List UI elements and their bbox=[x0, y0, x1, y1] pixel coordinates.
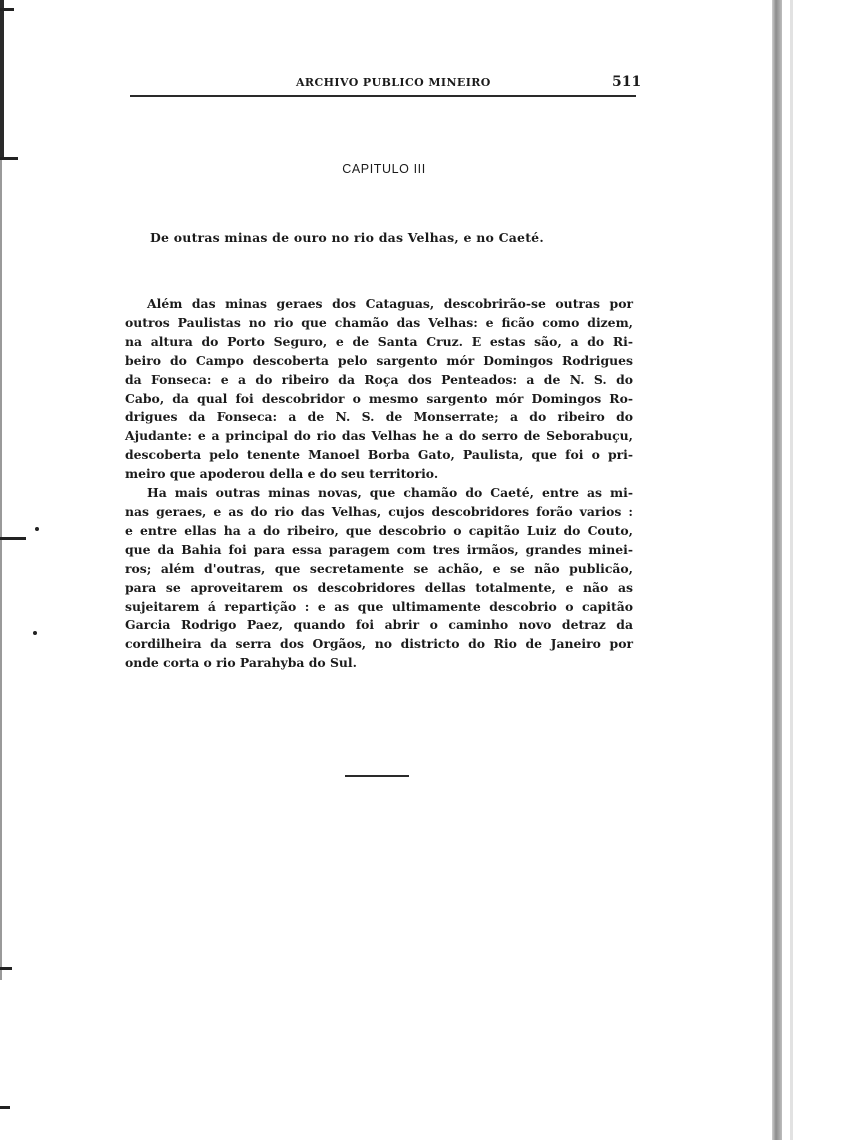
scan-mark bbox=[0, 1106, 10, 1109]
text-line: cordilheira da serra dos Orgãos, no districto do Rio de Janeiro por bbox=[125, 636, 633, 652]
text-line: e entre ellas ha a do ribeiro, que descobrio o capitão Luiz do Couto, bbox=[125, 522, 633, 538]
scan-mark bbox=[0, 8, 14, 11]
body-text bbox=[125, 295, 633, 673]
text-line: da Fonseca: e a do ribeiro da Roça dos Penteados: a de N. S. do bbox=[125, 371, 633, 387]
scan-speck bbox=[35, 527, 39, 531]
running-head: ARCHIVO PUBLICO MINEIRO bbox=[296, 76, 491, 89]
text-line: nas geraes, e as do rio das Velhas, cujos descobridores forão varios : bbox=[125, 503, 633, 519]
scan-mark bbox=[0, 537, 26, 540]
paragraph-2 bbox=[125, 484, 633, 673]
text-line: ros; além d'outras, que secretamente se achão, e se não publicão, bbox=[125, 560, 633, 576]
text-line: para se aproveitarem os descobridores dellas totalmente, e não as bbox=[125, 579, 633, 595]
scan-mark bbox=[0, 157, 18, 160]
text-line: drigues da Fonseca: a de N. S. de Monserrate; a do ribeiro do bbox=[125, 409, 633, 425]
text-line: na altura do Porto Seguro, e de Santa Cruz. E estas são, a do Ri- bbox=[125, 333, 633, 349]
text-line: Ajudante: e a principal do rio das Velhas he a do serro de Seborabuçu, bbox=[125, 428, 633, 444]
scan-edge-right bbox=[772, 0, 782, 1140]
text-line: Além das minas geraes dos Cataguas, descobrirão-se outras por bbox=[147, 296, 633, 311]
scan-edge-left-faint bbox=[0, 160, 2, 980]
text-line: meiro que apoderou della e do seu territorio. bbox=[125, 466, 439, 482]
end-rule bbox=[345, 775, 409, 777]
text-line: Ha mais outras minas novas, que chamão do Caeté, entre as mi- bbox=[147, 485, 633, 501]
scan-mark bbox=[0, 967, 12, 970]
text-line: beiro do Campo descoberta pelo sargento mór Domingos Rodrigues bbox=[125, 352, 633, 368]
scan-edge-right-faint bbox=[790, 0, 793, 1140]
chapter-title: CAPITULO III bbox=[342, 162, 426, 176]
text-line: Cabo, da qual foi descobridor o mesmo sargento mór Domingos Ro- bbox=[125, 390, 633, 406]
text-line: onde corta o rio Parahyba do Sul. bbox=[125, 655, 357, 671]
text-line: outros Paulistas no rio que chamão das Velhas: e ficão como dizem, bbox=[125, 314, 633, 330]
text-line: que da Bahia foi para essa paragem com tres irmãos, grandes minei- bbox=[125, 541, 633, 557]
scan-speck bbox=[33, 631, 37, 635]
text-line: descoberta pelo tenente Manoel Borba Gato, Paulista, que foi o pri- bbox=[125, 447, 633, 463]
text-line: Garcia Rodrigo Paez, quando foi abrir o caminho novo detraz da bbox=[125, 617, 633, 633]
page-number: 511 bbox=[612, 74, 642, 90]
header-rule bbox=[130, 95, 636, 97]
scan-edge-left bbox=[0, 0, 4, 160]
text-line: sujeitarem á repartição : e as que ultimamente descobrio o capitão bbox=[125, 598, 633, 614]
chapter-subtitle: De outras minas de ouro no rio das Velhas, e no Caeté. bbox=[150, 230, 544, 245]
paragraph-1 bbox=[125, 295, 633, 484]
